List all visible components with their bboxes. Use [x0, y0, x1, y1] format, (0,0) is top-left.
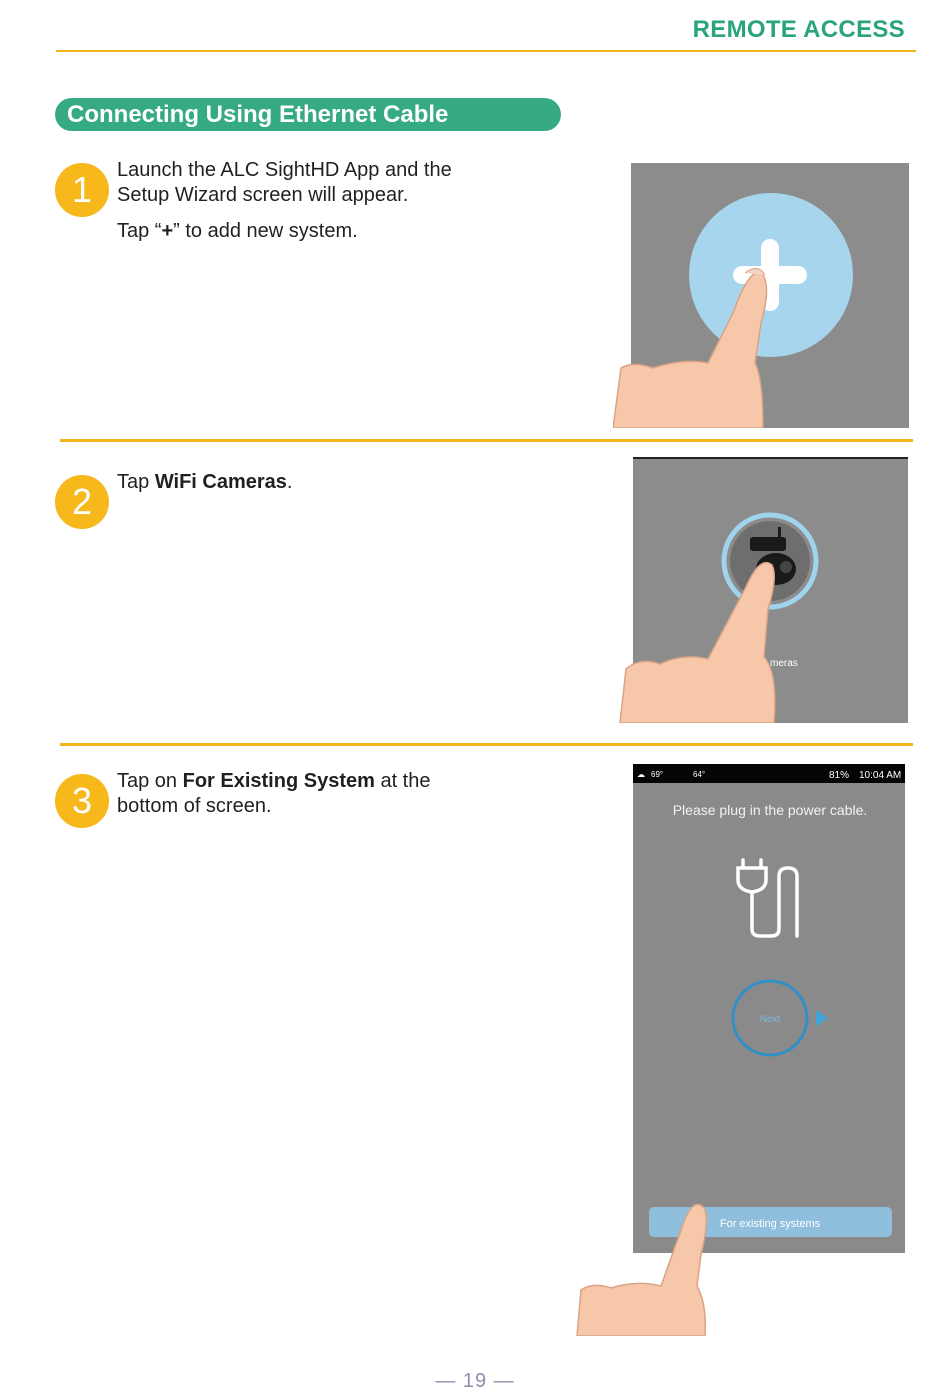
wifi-cameras-label: meras [770, 658, 798, 669]
step-2-screenshot [618, 457, 910, 723]
svg-text:☁: ☁ [637, 770, 645, 779]
section-title: Connecting Using Ethernet Cable [55, 98, 561, 131]
step-3-post: at the [374, 770, 431, 792]
step-divider-2 [60, 743, 913, 746]
step-2-badge: 2 [55, 475, 109, 529]
step-1-line-1: Launch the ALC SightHD App and the [117, 159, 452, 181]
step-1-screenshot [613, 163, 909, 428]
step-1-plus: + [161, 220, 174, 242]
step-2-text [117, 470, 537, 495]
next-button: Next [759, 1014, 781, 1025]
step-divider-1 [60, 439, 913, 442]
step-1-line-2: Setup Wizard screen will appear. [117, 184, 409, 206]
plug-prompt: Please plug in the power cable. [672, 802, 868, 818]
status-time: 10:04 AM [859, 770, 902, 781]
status-temp-1: 69° [651, 770, 664, 779]
step-1-text [117, 158, 537, 244]
step-3-pre: Tap on [117, 770, 183, 792]
header-rule [56, 50, 916, 52]
header-title: REMOTE ACCESS [692, 16, 905, 43]
step-3-screenshot [575, 764, 907, 1336]
step-1-tap-pre: Tap “ [117, 220, 162, 242]
step-3-badge: 3 [55, 774, 109, 828]
status-battery: 81% [829, 770, 850, 781]
page-number: — 19 — [435, 1370, 515, 1392]
status-temp-2: 64° [693, 770, 706, 779]
step-2-post: . [286, 471, 293, 493]
step-3-line-2: bottom of screen. [117, 795, 272, 817]
step-1-badge: 1 [55, 163, 109, 217]
step-2-pre: Tap [117, 471, 155, 493]
step-3-text [117, 769, 537, 819]
existing-systems-label: For existing systems [719, 1218, 821, 1230]
step-2-bold: WiFi Cameras [154, 471, 287, 493]
step-1-tap-post: ” to add new system. [173, 220, 358, 242]
step-3-bold: For Existing System [182, 770, 375, 792]
